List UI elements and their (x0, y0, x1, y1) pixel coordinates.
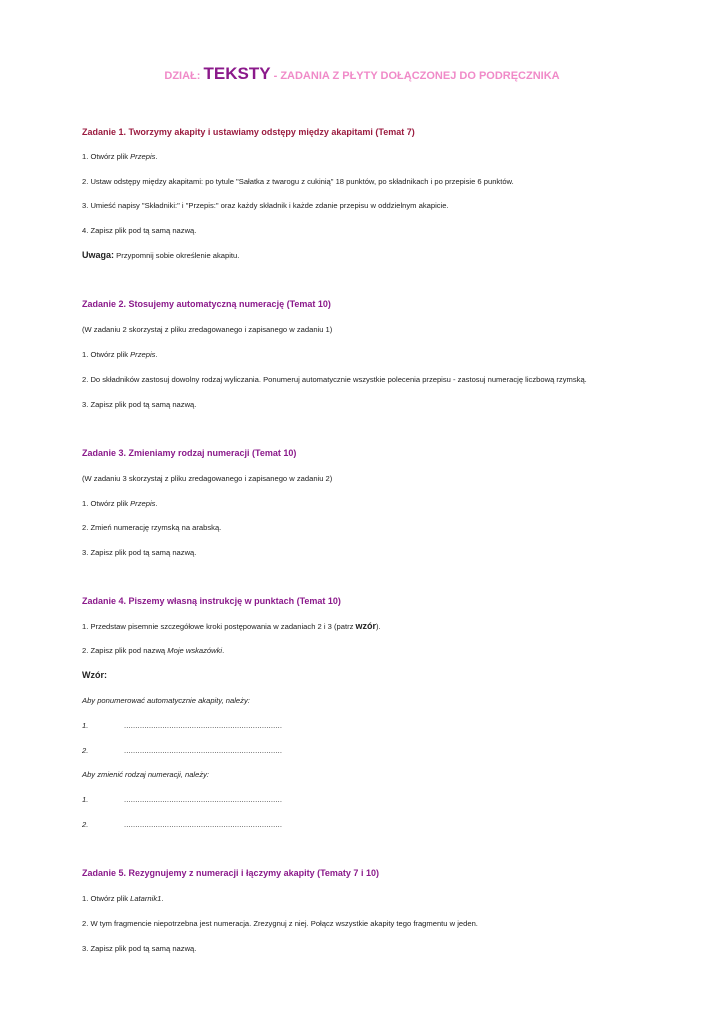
task3-step3: 3. Zapisz plik pod tą samą nazwą. (82, 548, 197, 557)
header-suffix: - ZADANIA Z PŁYTY DOŁĄCZONEJ DO PODRĘCZNIKA (270, 70, 560, 82)
task1-note (82, 250, 239, 260)
task3-title: Zadanie 3. Zmieniamy rodzaj numeracji (Temat 10) (82, 448, 297, 458)
task1-title: Zadanie 1. Tworzymy akapity i ustawiamy odstępy między akapitami (Temat 7) (82, 127, 415, 137)
pattern-b-num1: 1. (82, 795, 89, 804)
pattern-a-dots1: ...................................................................... (124, 721, 283, 730)
task2-intro: (W zadaniu 2 skorzystaj z pliku zredagowanego i zapisanego w zadaniu 1) (82, 325, 333, 334)
pattern-label: Wzór: (82, 670, 107, 680)
file-name: Przepis (130, 152, 156, 161)
task5-step2: 2. W tym fragmencie niepotrzebna jest numeracja. Zrezygnuj z niej. Połącz wszystkie akapity tego fragmentu w jeden. (82, 919, 478, 928)
task1-step4: 4. Zapisz plik pod tą samą nazwą. (82, 226, 197, 235)
task2-step2: 2. Do składników zastosuj dowolny rodzaj wyliczania. Ponumeruj automatycznie wszystkie polecenia przepisu - zastosuj numerację liczbową rzymską. (82, 375, 587, 384)
file-name: Latarnik1 (130, 894, 162, 903)
task1-step1: 1. Otwórz plik Przepis. (82, 152, 158, 161)
pattern-a: Aby ponumerować automatycznie akapity, należy: (82, 696, 250, 705)
pattern-b: Aby zmienić rodzaj numeracji, należy: (82, 770, 210, 779)
file-name: Moje wskazówki (167, 646, 223, 655)
pattern-a-num2: 2. (82, 746, 89, 755)
document-header (0, 64, 724, 84)
task5-step3: 3. Zapisz plik pod tą samą nazwą. (82, 944, 197, 953)
file-name: Przepis (130, 499, 156, 508)
pattern-ref: wzór (355, 621, 377, 631)
pattern-b-num2: 2. (82, 820, 89, 829)
header-main: TEKSTY (203, 64, 271, 83)
task4-title: Zadanie 4. Piszemy własną instrukcję w punktach (Temat 10) (82, 596, 341, 606)
task1-step3: 3. Umieść napisy "Składniki:" i "Przepis:" oraz każdy składnik i każde zdanie przepisu w oddzielnym akapicie. (82, 201, 449, 210)
note-text: Przypomnij sobie określenie akapitu. (114, 251, 240, 260)
task1-step2: 2. Ustaw odstępy między akapitami: po tytule "Sałatka z twarogu z cukinią" 18 punktów, po składnikach i po przepisie 6 punktów. (82, 177, 514, 186)
pattern-a-dots2: ...................................................................... (124, 746, 283, 755)
task3-step2: 2. Zmień numerację rzymską na arabską. (82, 523, 222, 532)
note-label: Uwaga: (82, 250, 115, 260)
task4-step2: 2. Zapisz plik pod nazwą Moje wskazówki. (82, 646, 225, 655)
header-prefix: DZIAŁ: (164, 70, 204, 82)
task3-intro: (W zadaniu 3 skorzystaj z pliku zredagowanego i zapisanego w zadaniu 2) (82, 474, 333, 483)
task4-step1: 1. Przedstaw pisemnie szczegółowe kroki postępowania w zadaniach 2 i 3 (patrz wzór). (82, 621, 381, 631)
task2-step1: 1. Otwórz plik Przepis. (82, 350, 158, 359)
task2-step3: 3. Zapisz plik pod tą samą nazwą. (82, 400, 197, 409)
task5-step1: 1. Otwórz plik Latarnik1. (82, 894, 164, 903)
file-name: Przepis (130, 350, 156, 359)
task3-step1: 1. Otwórz plik Przepis. (82, 499, 158, 508)
task5-title: Zadanie 5. Rezygnujemy z numeracji i łączymy akapity (Tematy 7 i 10) (82, 868, 379, 878)
task2-title: Zadanie 2. Stosujemy automatyczną numerację (Temat 10) (82, 299, 331, 309)
pattern-b-dots2: ...................................................................... (124, 820, 283, 829)
pattern-a-num1: 1. (82, 721, 89, 730)
pattern-b-dots1: ...................................................................... (124, 795, 283, 804)
